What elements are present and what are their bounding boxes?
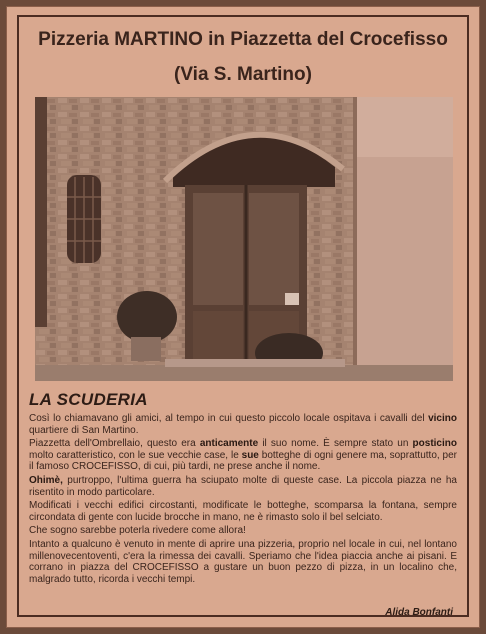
- paragraph: Che sogno sarebbe poterla rivedere come allora!: [29, 525, 246, 537]
- newspaper-clipping: [6, 6, 480, 628]
- paragraph: Modificati i vecchi edifici circostanti, modificate le botteghe, scomparsa la fontana, sempre circondata di gente con lucide brocche in mano, ne è rimasto solo il bel selciato.: [29, 500, 457, 523]
- article-subtitle: (Via S. Martino): [174, 64, 312, 85]
- paragraph: Intanto a qualcuno è venuto in mente di aprire una pizzeria, proprio nel locale in cui, nel lontano millenovecentoventi, c'era la rimessa dei cavalli. Speriamo che l'idea piaccia anche ai pisani. E corrano in piazza del CROCEFISSO a gustare un buon pezzo di pizza, in un localino che, malgrado tutto, ricorda i vecchi tempi.: [29, 538, 457, 585]
- paragraph: Ohimè, purtroppo, l'ultima guerra ha sciupato molte di queste case. La piccola piazza ne ha risentito in modo particolare.: [29, 474, 457, 498]
- section-heading: LA SCUDERIA: [29, 390, 148, 409]
- paragraph: Piazzetta dell'Ombrellaio, questo era anticamente il suo nome. È sempre stato un posticino molto caratteristico, con le sue vecchie case, le sue botteghe di ogni genere ma, soprattutto, per il famoso CROCEFISSO, di cui, più tardi, ne prese anche il nome.: [29, 438, 457, 473]
- storefront-photo: [35, 97, 453, 381]
- article-title: Pizzeria MARTINO in Piazzetta del Crocefisso: [38, 29, 448, 50]
- article-body: [29, 413, 457, 587]
- author-signature: Alida Bonfanti: [385, 607, 453, 618]
- paragraph: Così lo chiamavano gli amici, al tempo in cui questo piccolo locale ospitava i cavalli del vicino quartiere di San Martino.: [29, 413, 457, 436]
